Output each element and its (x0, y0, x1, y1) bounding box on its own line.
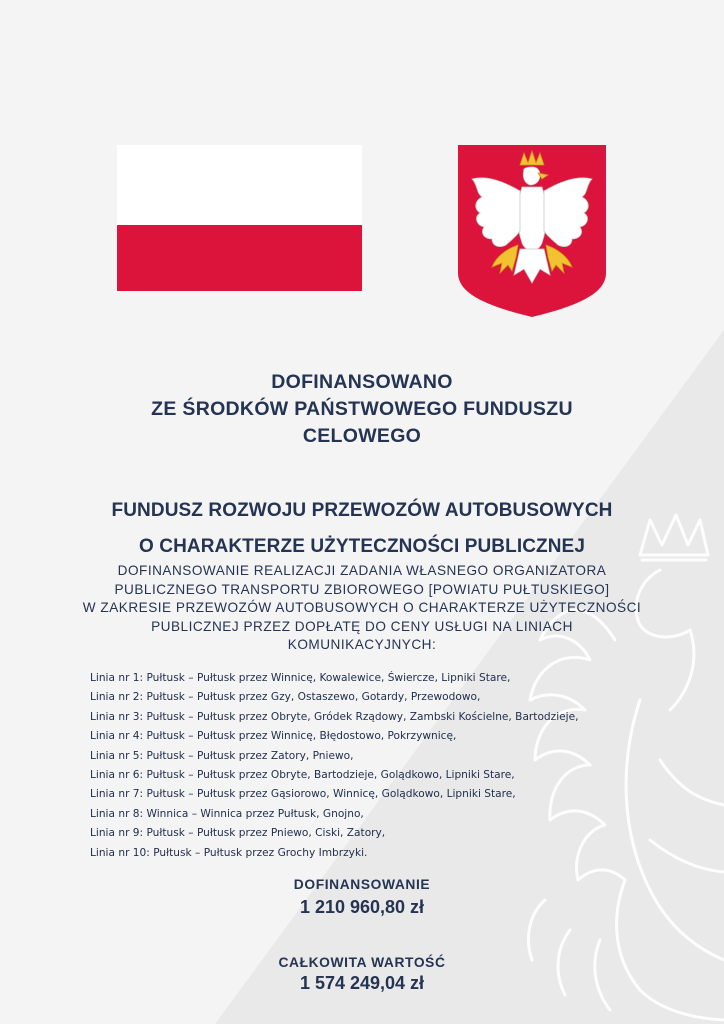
polish-eagle-emblem-icon (458, 145, 606, 317)
heading-line-1: DOFINANSOWANO (271, 371, 453, 393)
bus-line-item: Linia nr 9: Pułtusk – Pułtusk przez Pniewo, Ciski, Zatory, (90, 827, 386, 840)
bus-line-item: Linia nr 6: Pułtusk – Pułtusk przez Obryte, Bartodzieje, Golądkowo, Lipniki Stare, (90, 769, 515, 782)
total-value-amount: 1 574 249,04 zł (299, 973, 425, 993)
bus-line-item: Linia nr 10: Pułtusk – Pułtusk przez Grochy Imbrzyki. (90, 846, 368, 859)
bus-line-item: Linia nr 5: Pułtusk – Pułtusk przez Zatory, Pniewo, (90, 749, 354, 762)
description-line: W ZAKRESIE PRZEWOZÓW AUTOBUSOWYCH O CHARAKTERZE UŻYTECZNOŚCI (82, 600, 642, 616)
total-value-label: CAŁKOWITA WARTOŚĆ (278, 955, 446, 970)
bus-line-item: Linia nr 7: Pułtusk – Pułtusk przez Gąsiorowo, Winnicę, Golądkowo, Lipniki Stare, (90, 788, 516, 801)
bus-line-item: Linia nr 4: Pułtusk – Pułtusk przez Winnicę, Błędostowo, Pokrzywnicę, (90, 730, 457, 743)
flag-red-stripe (117, 225, 362, 291)
description-line: PUBLICZNEJ PRZEZ DOPŁATĘ DO CENY USŁUGI NA LINIACH (151, 618, 573, 634)
bus-line-item: Linia nr 8: Winnica – Winnica przez Pułtusk, Gnojno, (90, 807, 364, 820)
polish-flag-icon (117, 145, 362, 291)
funding-amount: 1 210 960,80 zł (299, 897, 425, 917)
fund-title-line-2: O CHARAKTERZE UŻYTECZNOŚCI PUBLICZNEJ (139, 536, 585, 557)
bus-lines-list (90, 669, 579, 863)
bus-line-item: Linia nr 3: Pułtusk – Pułtusk przez Obryte, Gródek Rządowy, Zambski Kościelne, Bartodzieje, (90, 710, 579, 723)
description-line: DOFINANSOWANIE REALIZACJI ZADANIA WŁASNEGO ORGANIZATORA (117, 563, 607, 578)
fund-title-line-1: FUNDUSZ ROZWOJU PRZEWOZÓW AUTOBUSOWYCH (111, 500, 613, 521)
heading-line-3: CELOWEGO (302, 425, 422, 447)
main-heading (0, 369, 724, 450)
task-description (0, 562, 724, 655)
bus-line-item: Linia nr 2: Pułtusk – Pułtusk przez Gzy, Ostaszewo, Gotardy, Przewodowo, (90, 691, 481, 704)
flag-white-stripe (117, 145, 362, 225)
heading-line-2: ZE ŚRODKÓW PAŃSTWOWEGO FUNDUSZU (151, 398, 573, 420)
description-line: KOMUNIKACYJNYCH: (287, 637, 437, 653)
funding-label: DOFINANSOWANIE (293, 877, 431, 892)
description-line: PUBLICZNEGO TRANSPORTU ZBIOROWEGO [POWIATU PUŁTUSKIEGO] (114, 581, 610, 597)
bus-line-item: Linia nr 1: Pułtusk – Pułtusk przez Winnicę, Kowalewice, Świercze, Lipniki Stare, (90, 672, 511, 684)
